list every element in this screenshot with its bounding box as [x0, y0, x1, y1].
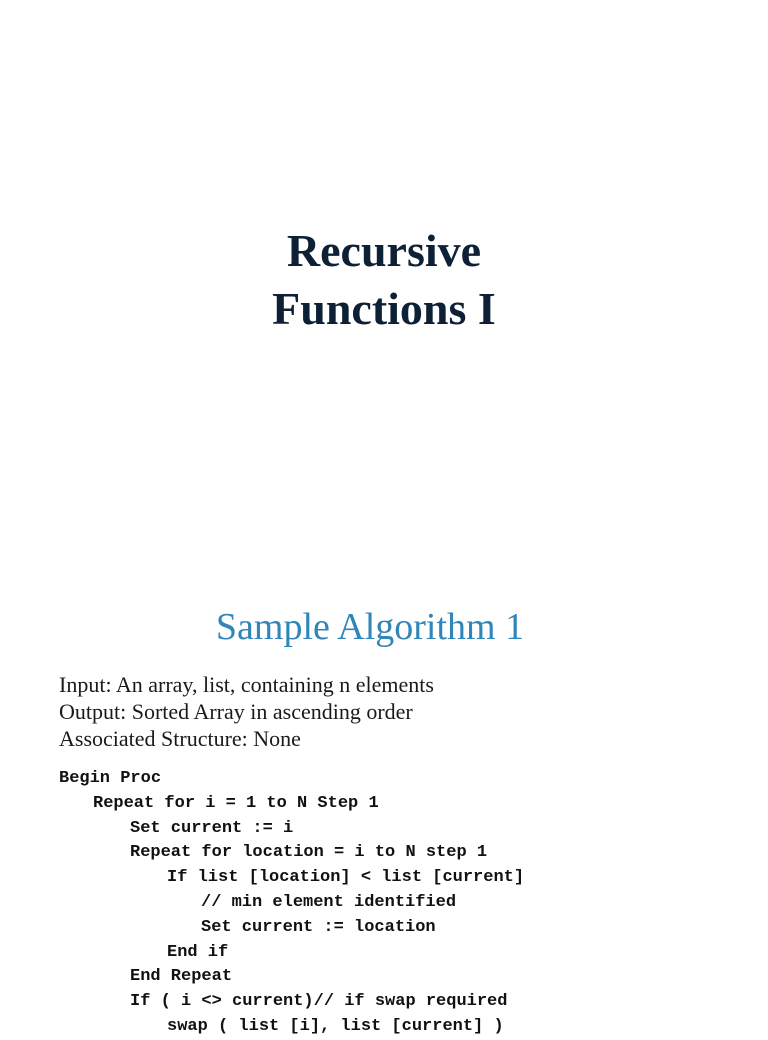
output-description: Output: Sorted Array in ascending order — [59, 699, 413, 724]
code-line: Repeat for i = 1 to N Step 1 — [93, 793, 379, 813]
code-line: If list [location] < list [current] — [167, 868, 525, 888]
code-line: Set current := i — [130, 818, 294, 838]
code-line: End if — [167, 942, 229, 962]
code-line: // min element identified — [201, 892, 457, 912]
slide-title-line-1: Recursive — [286, 225, 482, 276]
code-line: Repeat for location = i to N step 1 — [130, 843, 488, 863]
code-line: swap ( list [i], list [current] ) — [167, 1016, 504, 1036]
code-line: Set current := location — [201, 917, 436, 937]
structure-description: Associated Structure: None — [59, 726, 301, 751]
pseudocode-block — [59, 767, 524, 1040]
code-line: End Repeat — [130, 967, 233, 987]
slide-title-line-2: Functions I — [272, 283, 496, 334]
code-line: If ( i <> current)// if swap required — [130, 992, 508, 1012]
section-heading: Sample Algorithm 1 — [215, 606, 525, 648]
slide-title — [0, 222, 768, 338]
input-description: Input: An array, list, containing n elements — [59, 672, 434, 697]
algorithm-metadata — [59, 671, 434, 752]
code-line: Begin Proc — [59, 769, 162, 788]
